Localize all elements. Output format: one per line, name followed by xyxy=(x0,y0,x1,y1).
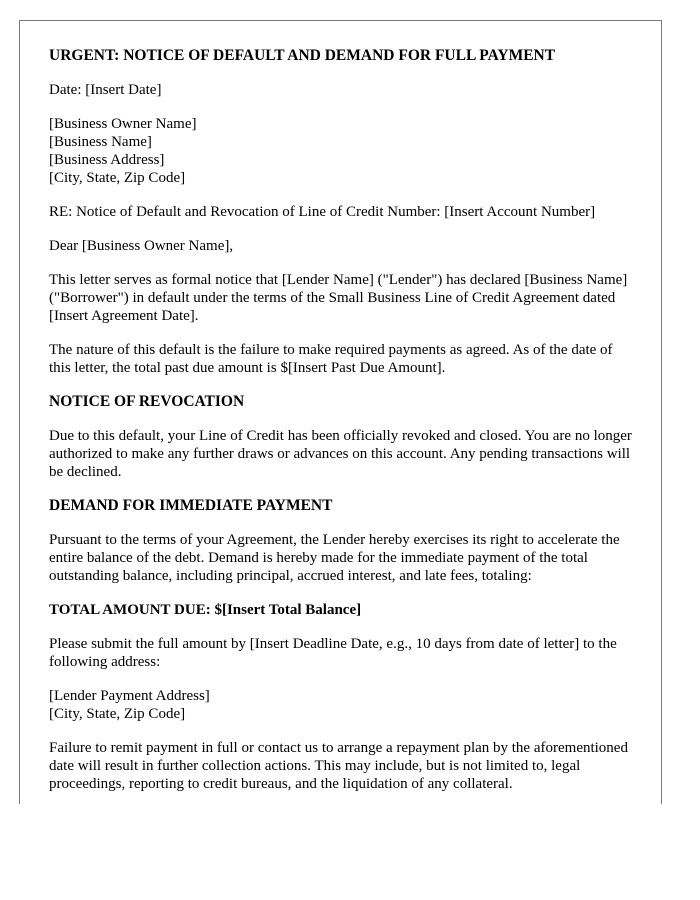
demand-heading: DEMAND FOR IMMEDIATE PAYMENT xyxy=(49,497,333,514)
failure-paragraph: Failure to remit payment in full or contact us to arrange a repayment plan by the aforementioned date will result in further collection actions. This may include, but is not limited to, legal proceedings, reporting to credit bureaus, and the liquidation of any collateral. xyxy=(49,740,628,792)
payment-address-block xyxy=(49,687,632,723)
letter-page xyxy=(19,20,662,804)
recipient-city-state-zip: [City, State, Zip Code] xyxy=(49,170,186,186)
intro-paragraph: This letter serves as formal notice that [Lender Name] ("Lender") has declared [Business Name] ("Borrower") in default under the terms of the Small Business Line of Credit Agreement dated [Insert Agreement Date]. xyxy=(49,272,628,324)
re-line: RE: Notice of Default and Revocation of Line of Credit Number: [Insert Account Number] xyxy=(49,204,596,220)
revocation-heading: NOTICE OF REVOCATION xyxy=(49,393,245,410)
payment-address-line2: [City, State, Zip Code] xyxy=(49,706,186,722)
letter-title: URGENT: NOTICE OF DEFAULT AND DEMAND FOR FULL PAYMENT xyxy=(49,47,556,64)
recipient-address: [Business Address] xyxy=(49,152,165,168)
default-paragraph: The nature of this default is the failure to make required payments as agreed. As of the date of this letter, the total past due amount is $[Insert Past Due Amount]. xyxy=(49,342,613,376)
total-amount-due: TOTAL AMOUNT DUE: $[Insert Total Balance] xyxy=(49,602,362,618)
date-line: Date: [Insert Date] xyxy=(49,82,162,98)
recipient-business-name: [Business Name] xyxy=(49,134,152,150)
letter-body xyxy=(20,21,661,793)
salutation: Dear [Business Owner Name], xyxy=(49,238,234,254)
recipient-owner-name: [Business Owner Name] xyxy=(49,116,197,132)
demand-paragraph: Pursuant to the terms of your Agreement, the Lender hereby exercises its right to accelerate the entire balance of the debt. Demand is hereby made for the immediate payment of the total outstanding balance, including principal, accrued interest, and late fees, totaling: xyxy=(49,532,620,584)
payment-address-line1: [Lender Payment Address] xyxy=(49,688,210,704)
recipient-block xyxy=(49,115,632,187)
submit-paragraph: Please submit the full amount by [Insert Deadline Date, e.g., 10 days from date of letter] to the following address: xyxy=(49,636,617,670)
revocation-paragraph: Due to this default, your Line of Credit has been officially revoked and closed. You are no longer authorized to make any further draws or advances on this account. Any pending transactions will be declined. xyxy=(49,428,632,480)
